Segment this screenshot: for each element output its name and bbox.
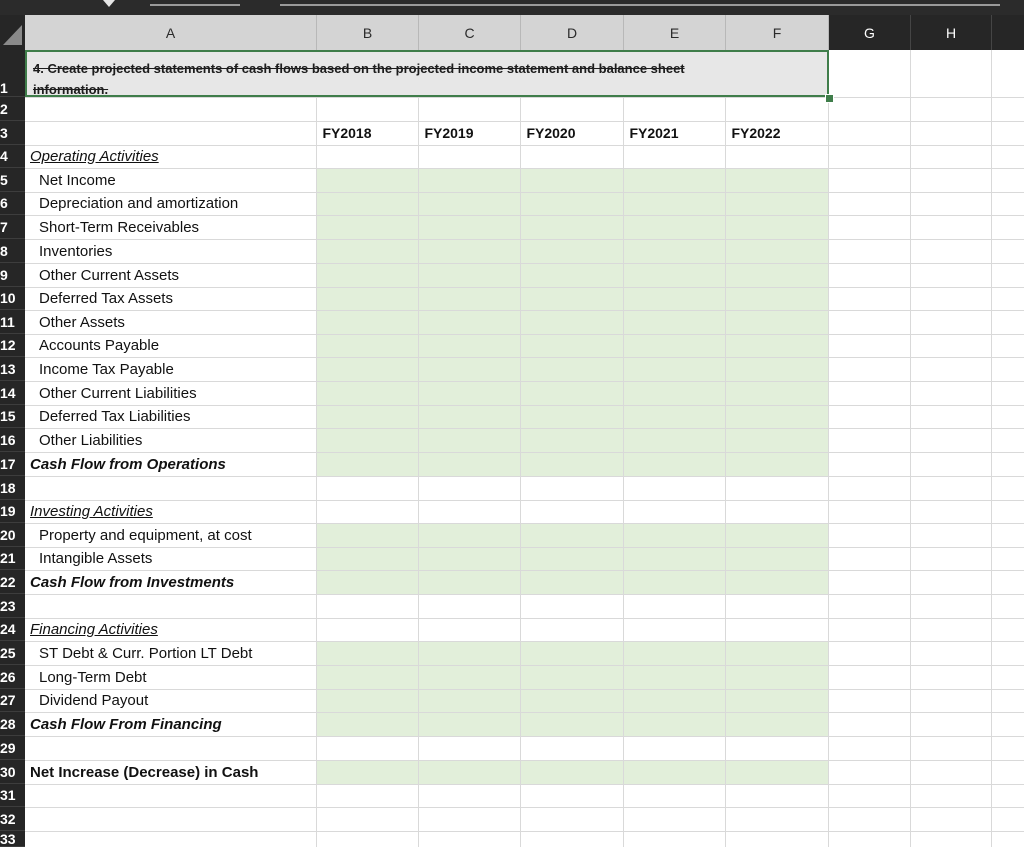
row-header[interactable]: 9 <box>0 263 25 287</box>
row-header[interactable]: 14 <box>0 381 25 405</box>
fill-handle[interactable] <box>825 94 834 103</box>
row-header[interactable]: 3 <box>0 121 25 145</box>
cut-off-text <box>150 0 240 6</box>
gridline <box>520 50 521 847</box>
column-header-a[interactable]: A <box>25 15 317 50</box>
row-header[interactable]: 18 <box>0 476 25 500</box>
row-header[interactable]: 8 <box>0 239 25 263</box>
gridline <box>910 50 911 847</box>
row-header[interactable]: 15 <box>0 405 25 428</box>
row-header[interactable]: 10 <box>0 287 25 310</box>
row-header[interactable]: 28 <box>0 712 25 736</box>
total-label-operations: Cash Flow from Operations <box>30 455 226 473</box>
row-header[interactable]: 26 <box>0 665 25 689</box>
net-increase-label: Net Increase (Decrease) in Cash <box>30 763 259 781</box>
gridline <box>725 50 726 847</box>
gridline <box>25 807 1024 808</box>
row-header[interactable]: 23 <box>0 594 25 618</box>
column-header-c[interactable]: C <box>419 15 521 50</box>
input-range-net-cash[interactable] <box>317 760 829 784</box>
section-heading-financing: Financing Activities <box>30 621 158 638</box>
row-header[interactable]: 19 <box>0 500 25 523</box>
formula-bar-strip <box>0 0 1024 15</box>
row-label: Depreciation and amortization <box>39 195 239 212</box>
column-header-d[interactable]: D <box>521 15 624 50</box>
cut-off-text <box>280 0 1000 6</box>
title-line-2: information. <box>33 82 109 97</box>
row-header[interactable]: 29 <box>0 736 25 760</box>
gridline <box>991 50 992 847</box>
gridline <box>25 476 1024 477</box>
row-label: Other Current Assets <box>39 266 180 284</box>
row-header[interactable]: 32 <box>0 807 25 831</box>
row-label: Property and equipment, at cost <box>39 526 252 544</box>
column-header-b[interactable]: B <box>317 15 419 50</box>
row-label: Other Liabilities <box>39 431 143 449</box>
row-header[interactable]: 25 <box>0 641 25 665</box>
column-header-g[interactable]: G <box>829 15 911 50</box>
row-header[interactable]: 13 <box>0 357 25 381</box>
gridline <box>25 784 1024 785</box>
row-label: Other Current Liabilities <box>39 384 197 402</box>
gridline <box>418 50 419 847</box>
section-heading-operating: Operating Activities <box>30 148 159 165</box>
row-header[interactable]: 21 <box>0 547 25 570</box>
row-header[interactable]: 33 <box>0 831 25 847</box>
select-all-corner-icon[interactable] <box>0 15 25 50</box>
row-label: Deferred Tax Assets <box>39 290 173 307</box>
row-label: Long-Term Debt <box>39 668 147 686</box>
year-header: FY2018 <box>322 125 372 141</box>
total-label-financing: Cash Flow From Financing <box>30 715 222 733</box>
row-header[interactable]: 16 <box>0 428 25 452</box>
total-label-investments: Cash Flow from Investments <box>30 573 235 591</box>
column-header-e[interactable]: E <box>624 15 726 50</box>
row-header[interactable]: 31 <box>0 784 25 807</box>
row-header[interactable]: 27 <box>0 689 25 712</box>
input-range-investments[interactable] <box>317 523 829 594</box>
title-line-1: 4. Create projected statements of cash flows based on the projected income statement and balance sheet <box>33 61 685 76</box>
row-header[interactable]: 17 <box>0 452 25 476</box>
gridline <box>828 50 829 847</box>
dropdown-arrow-icon[interactable] <box>103 0 115 7</box>
row-label: Deferred Tax Liabilities <box>39 408 191 425</box>
row-label: Intangible Assets <box>39 550 153 567</box>
row-header[interactable]: 1 <box>0 50 25 97</box>
column-header-row <box>0 15 1024 50</box>
gridline <box>25 736 1024 737</box>
row-header[interactable]: 2 <box>0 97 25 121</box>
year-header: FY2020 <box>526 125 576 141</box>
row-label: Income Tax Payable <box>39 360 174 378</box>
spreadsheet-grid[interactable] <box>25 50 1024 847</box>
title-text <box>33 58 823 100</box>
year-header: FY2021 <box>629 125 679 141</box>
row-header[interactable]: 4 <box>0 145 25 168</box>
row-header[interactable]: 12 <box>0 334 25 357</box>
row-header[interactable]: 7 <box>0 215 25 239</box>
row-header[interactable]: 22 <box>0 570 25 594</box>
gridline <box>25 831 1024 832</box>
year-header: FY2019 <box>424 125 474 141</box>
row-header[interactable]: 6 <box>0 192 25 215</box>
row-label: Dividend Payout <box>39 692 149 709</box>
row-header-column <box>0 50 25 847</box>
column-header-f[interactable]: F <box>726 15 829 50</box>
row-label: Short-Term Receivables <box>39 218 200 236</box>
row-label: Accounts Payable <box>39 337 160 354</box>
row-header[interactable]: 5 <box>0 168 25 192</box>
column-header-h[interactable]: H <box>911 15 992 50</box>
row-label: ST Debt & Curr. Portion LT Debt <box>39 644 253 662</box>
section-heading-investing: Investing Activities <box>30 503 153 520</box>
gridline <box>623 50 624 847</box>
row-label: Other Assets <box>39 313 125 331</box>
selected-title-cell[interactable] <box>25 50 829 97</box>
row-header[interactable]: 24 <box>0 618 25 641</box>
row-header[interactable]: 20 <box>0 523 25 547</box>
row-label: Net Income <box>39 171 116 189</box>
row-header[interactable]: 11 <box>0 310 25 334</box>
row-header[interactable]: 30 <box>0 760 25 784</box>
year-header: FY2022 <box>731 125 781 141</box>
gridline <box>25 594 1024 595</box>
row-label: Inventories <box>39 242 113 260</box>
